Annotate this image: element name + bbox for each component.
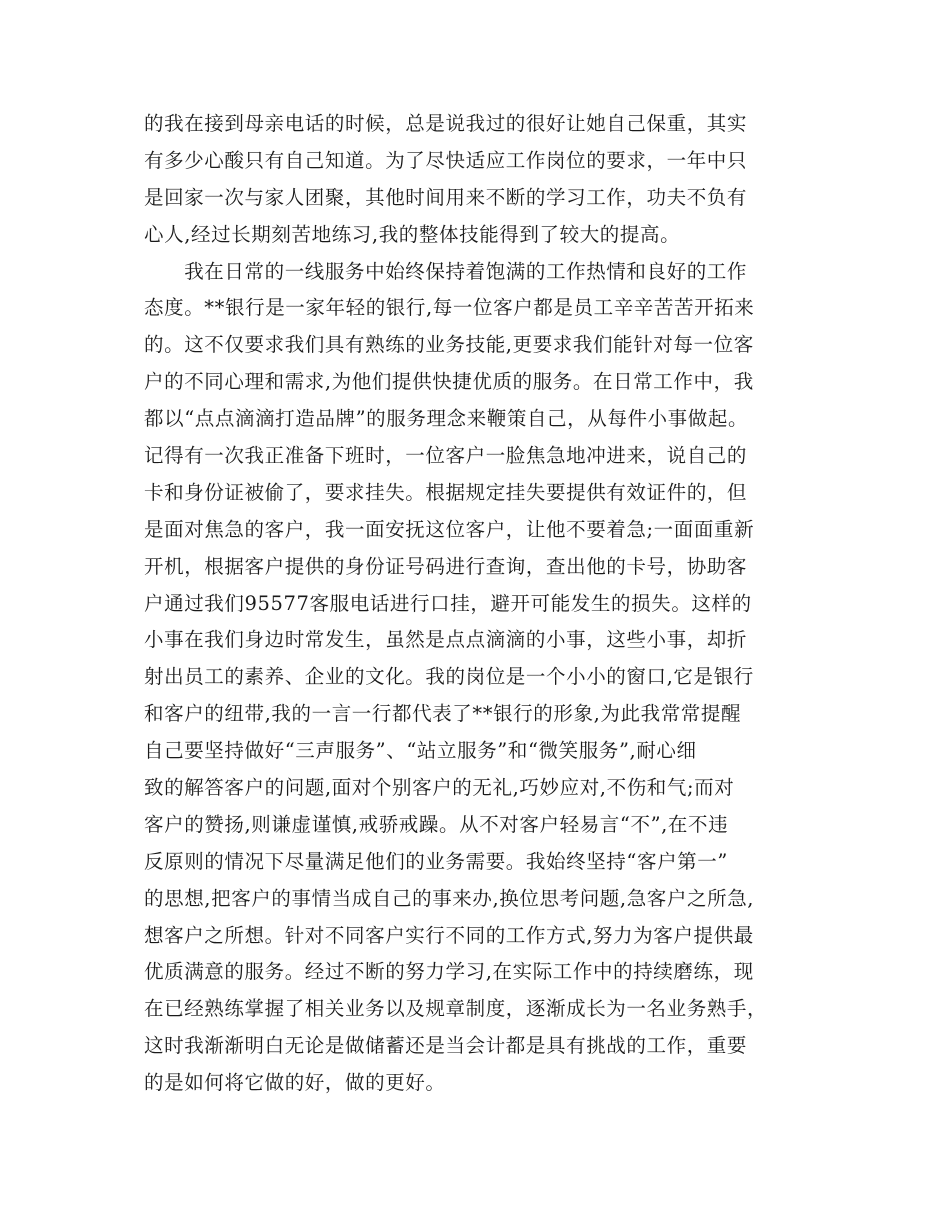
text-line: 想客户之所想。针对不同客户实行不同的工作方式,努力为客户提供最 <box>144 923 754 947</box>
text-line: 优质满意的服务。经过不断的努力学习,在实际工作中的持续磨练，现 <box>144 960 754 984</box>
text-line: 户的不同心理和需求,为他们提供快捷优质的服务。在日常工作中，我 <box>144 370 754 394</box>
text-line: 是面对焦急的客户，我一面安抚这位客户，让他不要着急;一面面重新 <box>144 517 755 541</box>
text-line: 心人,经过长期刻苦地练习,我的整体技能得到了较大的提高。 <box>144 222 681 246</box>
text-line: 开机，根据客户提供的身份证号码进行查询，查出他的卡号，协助客 <box>144 554 748 578</box>
text-line: 小事在我们身边时常发生，虽然是点点滴滴的小事，这些小事，却折 <box>144 628 748 652</box>
text-line: 的是如何将它做的好，做的更好。 <box>144 1071 446 1095</box>
paragraph-start-line: 我在日常的一线服务中始终保持着饱满的工作热情和良好的工作 <box>144 259 748 283</box>
document-body <box>144 106 824 1102</box>
text-line: 的。这不仅要求我们具有熟练的业务技能,更要求我们能针对每一位客 <box>144 333 754 357</box>
text-line: 的思想,把客户的事情当成自己的事来办,换位思考问题,急客户之所急, <box>144 886 755 910</box>
text-line: 自己要坚持做好“三声服务”、“站立服务”和“微笑服务”,耐心细 <box>144 739 697 763</box>
text-line: 有多少心酸只有自己知道。为了尽快适应工作岗位的要求，一年中只 <box>144 148 748 172</box>
text-line: 户通过我们95577客服电话进行口挂，避开可能发生的损失。这样的 <box>144 591 752 615</box>
text-line: 反原则的情况下尽量满足他们的业务需要。我始终坚持“客户第一” <box>144 849 728 873</box>
text-line: 致的解答客户的问题,面对个别客户的无礼,巧妙应对,不伤和气;而对 <box>144 776 735 800</box>
text-line: 都以“点点滴滴打造品牌”的服务理念来鞭策自己，从每件小事做起。 <box>144 407 749 431</box>
text-line: 态度。**银行是一家年轻的银行,每一位客户都是员工辛辛苦苦开拓来 <box>144 296 755 320</box>
text-line: 在已经熟练掌握了相关业务以及规章制度，逐渐成长为一名业务熟手， <box>144 997 768 1021</box>
text-line: 这时我渐渐明白无论是做储蓄还是当会计都是具有挑战的工作，重要 <box>144 1034 748 1058</box>
text-line: 卡和身份证被偷了，要求挂失。根据规定挂失要提供有效证件的，但 <box>144 480 748 504</box>
text-line: 射出员工的素养、企业的文化。我的岗位是一个小小的窗口,它是银行 <box>144 665 754 689</box>
text-line: 客户的赞扬,则谦虚谨慎,戒骄戒躁。从不对客户轻易言“不”,在不违 <box>144 812 729 836</box>
text-line: 和客户的纽带,我的一言一行都代表了**银行的形象,为此我常常提醒 <box>144 702 742 726</box>
text-line: 的我在接到母亲电话的时候，总是说我过的很好让她自己保重，其实 <box>144 112 748 135</box>
text-line: 是回家一次与家人团聚，其他时间用来不断的学习工作，功夫不负有 <box>144 185 748 209</box>
text-line: 记得有一次我正准备下班时，一位客户一脸焦急地冲进来，说自己的 <box>144 444 748 468</box>
